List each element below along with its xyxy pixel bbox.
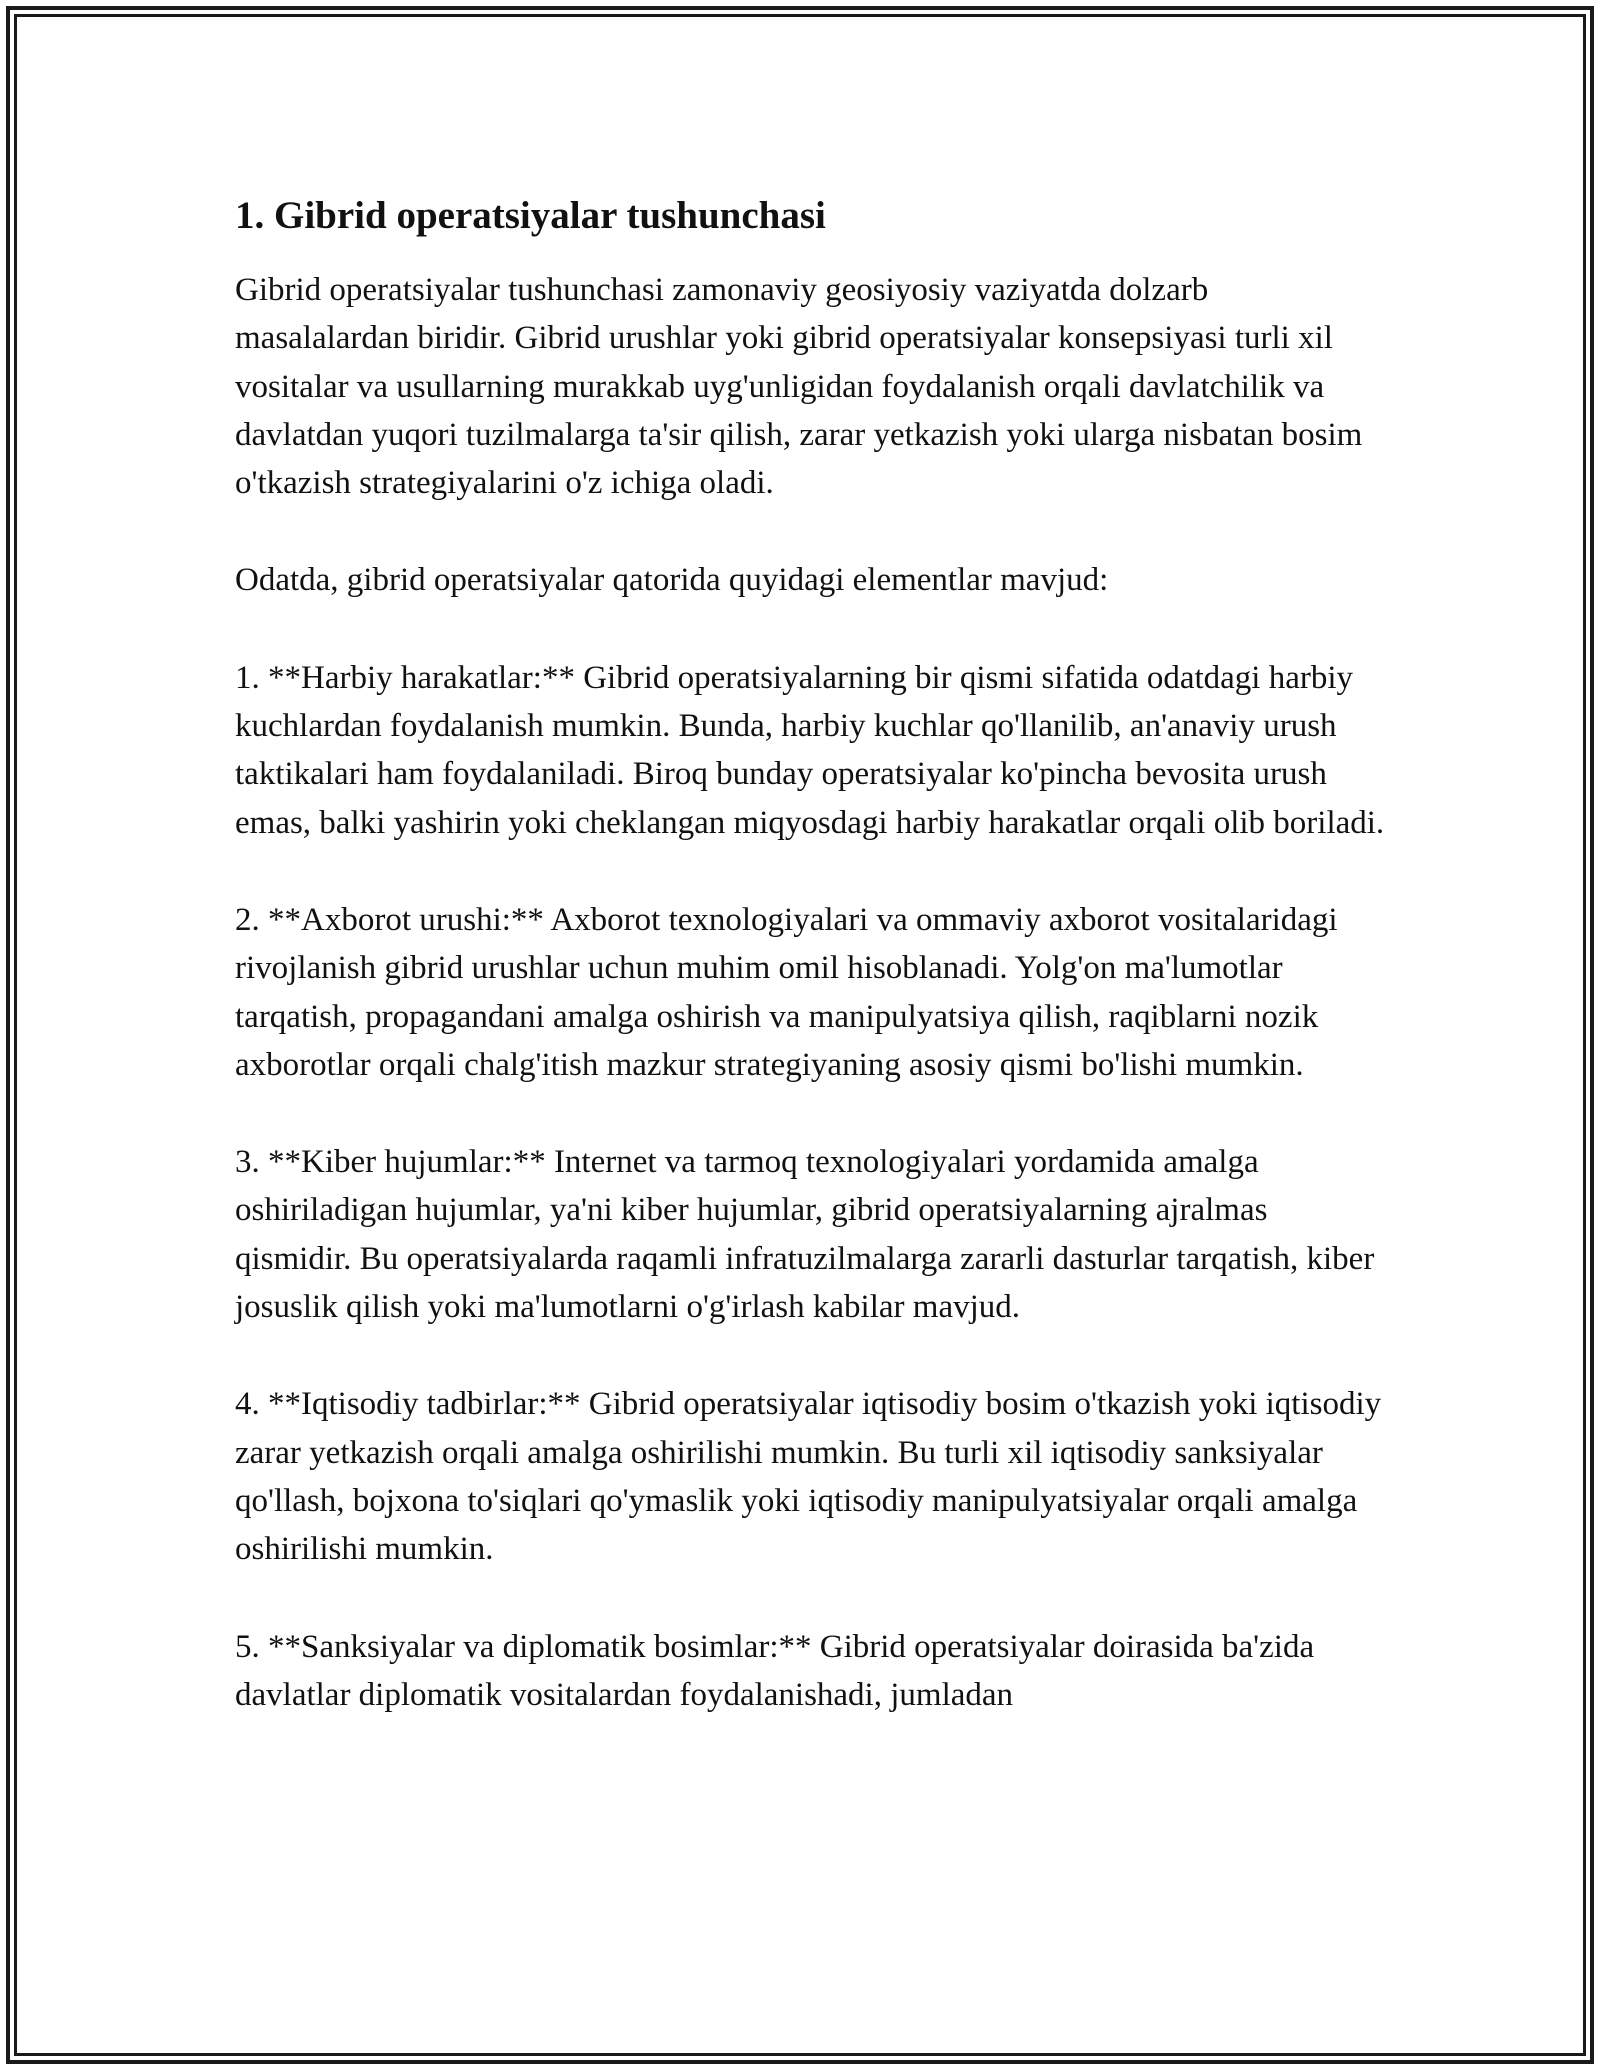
list-item-military-actions: 1. **Harbiy harakatlar:** Gibrid operatsiyalarning bir qismi sifatida odatdagi harbiy kuchlardan foydalanish mumkin. Bunda, harbiy kuchlar qo'llanilib, an'anaviy urush taktikalari ham foydalaniladi. Biroq bunday operatsiyalar ko'pincha bevosita urush emas, balki yashirin yoki cheklangan miqyosdagi harbiy harakatlar orqali olib boriladi. [235, 659, 1385, 841]
list-item-cyber-attacks: 3. **Kiber hujumlar:** Internet va tarmoq texnologiyalari yordamida amalga oshiriladigan hujumlar, ya'ni kiber hujumlar, gibrid operatsiyalarning ajralmas qismidir. Bu operatsiyalarda raqamli infratuzilmalarga zararli dasturlar tarqatish, kiber josuslik qilish yoki ma'lumotlarni o'g'irlash kabilar mavjud. [235, 1144, 1375, 1326]
intro-paragraph: Gibrid operatsiyalar tushunchasi zamonaviy geosiyosiy vaziyatda dolzarb masalalardan biridir. Gibrid urushlar yoki gibrid operatsiyalar konsepsiyasi turli xil vositalar va usullarning murakkab uyg'unligidan foydalanish orqali davlatchilik va davlatdan yuqori tuzilmalarga ta'sir qilish, zarar yetkazish yoki ularga nisbatan bosim o'tkazish strategiyalarini o'z ichiga oladi. [235, 272, 1363, 502]
document-body [235, 192, 1385, 1719]
section-heading: 1. Gibrid operatsiyalar tushunchasi [235, 194, 826, 237]
list-item-sanctions-diplomatic: 5. **Sanksiyalar va diplomatik bosimlar:** Gibrid operatsiyalar doirasida ba'zida davlatlar diplomatik vositalardan foydalanishadi, jumladan [235, 1628, 1315, 1713]
list-item-economic-measures: 4. **Iqtisodiy tadbirlar:** Gibrid operatsiyalar iqtisodiy bosim o'tkazish yoki iqtisodiy zarar yetkazish orqali amalga oshirilishi mumkin. Bu turli xil iqtisodiy sanksiyalar qo'llash, bojxona to'siqlari qo'ymaslik yoki iqtisodiy manipulyatsiyalar orqali amalga oshirilishi mumkin. [235, 1386, 1382, 1568]
list-item-information-war: 2. **Axborot urushi:** Axborot texnologiyalari va ommaviy axborot vositalaridagi rivojlanish gibrid urushlar uchun muhim omil hisoblanadi. Yolg'on ma'lumotlar tarqatish, propagandani amalga oshirish va manipulyatsiya qilish, raqiblarni nozik axborotlar orqali chalg'itish mazkur strategiyaning asosiy qismi bo'lishi mumkin. [235, 901, 1338, 1083]
elements-lead-paragraph: Odatda, gibrid operatsiyalar qatorida quyidagi elementlar mavjud: [235, 562, 1109, 599]
